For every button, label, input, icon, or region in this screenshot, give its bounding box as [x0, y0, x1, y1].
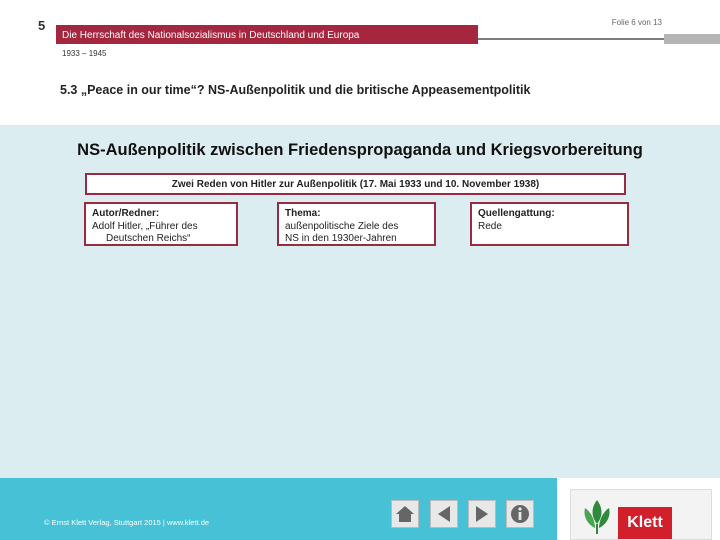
source-type-box — [470, 202, 629, 246]
klett-wordmark: Klett — [618, 507, 672, 539]
forward-arrow-icon — [474, 505, 490, 523]
period-label: 1933 – 1945 — [62, 49, 107, 58]
author-value-line1: Adolf Hitler, „Führer des — [92, 220, 198, 232]
next-button[interactable] — [468, 500, 496, 528]
author-label: Autor/Redner: — [92, 208, 160, 219]
author-value-line2: Deutschen Reichs“ — [106, 233, 191, 244]
header-divider — [478, 38, 664, 40]
slide-counter: Folie 6 von 13 — [611, 18, 662, 27]
back-arrow-icon — [436, 505, 452, 523]
source-type-value: Rede — [478, 220, 502, 232]
home-button[interactable] — [391, 500, 419, 528]
header-divider-end — [664, 34, 720, 44]
topic-box — [277, 202, 436, 246]
home-icon — [395, 505, 415, 523]
speeches-box: Zwei Reden von Hitler zur Außenpolitik (17. Mai 1933 und 10. November 1938) — [85, 173, 626, 195]
klett-leaf-icon — [577, 498, 617, 536]
main-heading: NS-Außenpolitik zwischen Friedenspropaganda und Kriegsvorbereitung — [77, 141, 643, 159]
series-title-bar: Die Herrschaft des Nationalsozialismus in Deutschland und Europa — [56, 25, 478, 44]
previous-button[interactable] — [430, 500, 458, 528]
source-type-label: Quellengattung: — [478, 208, 555, 219]
author-box — [84, 202, 238, 246]
copyright-text: © Ernst Klett Verlag, Stuttgart 2015 | www.klett.de — [44, 518, 210, 527]
topic-value-line2: NS in den 1930er-Jahren — [285, 233, 397, 244]
topic-value-line1: außenpolitische Ziele des — [285, 220, 399, 232]
topic-label: Thema: — [285, 208, 321, 219]
section-title: 5.3 „Peace in our time“? NS-Außenpolitik und die britische Appeasementpolitik — [60, 83, 531, 97]
info-icon — [510, 504, 530, 524]
chapter-number: 5 — [38, 18, 46, 33]
info-button[interactable] — [506, 500, 534, 528]
